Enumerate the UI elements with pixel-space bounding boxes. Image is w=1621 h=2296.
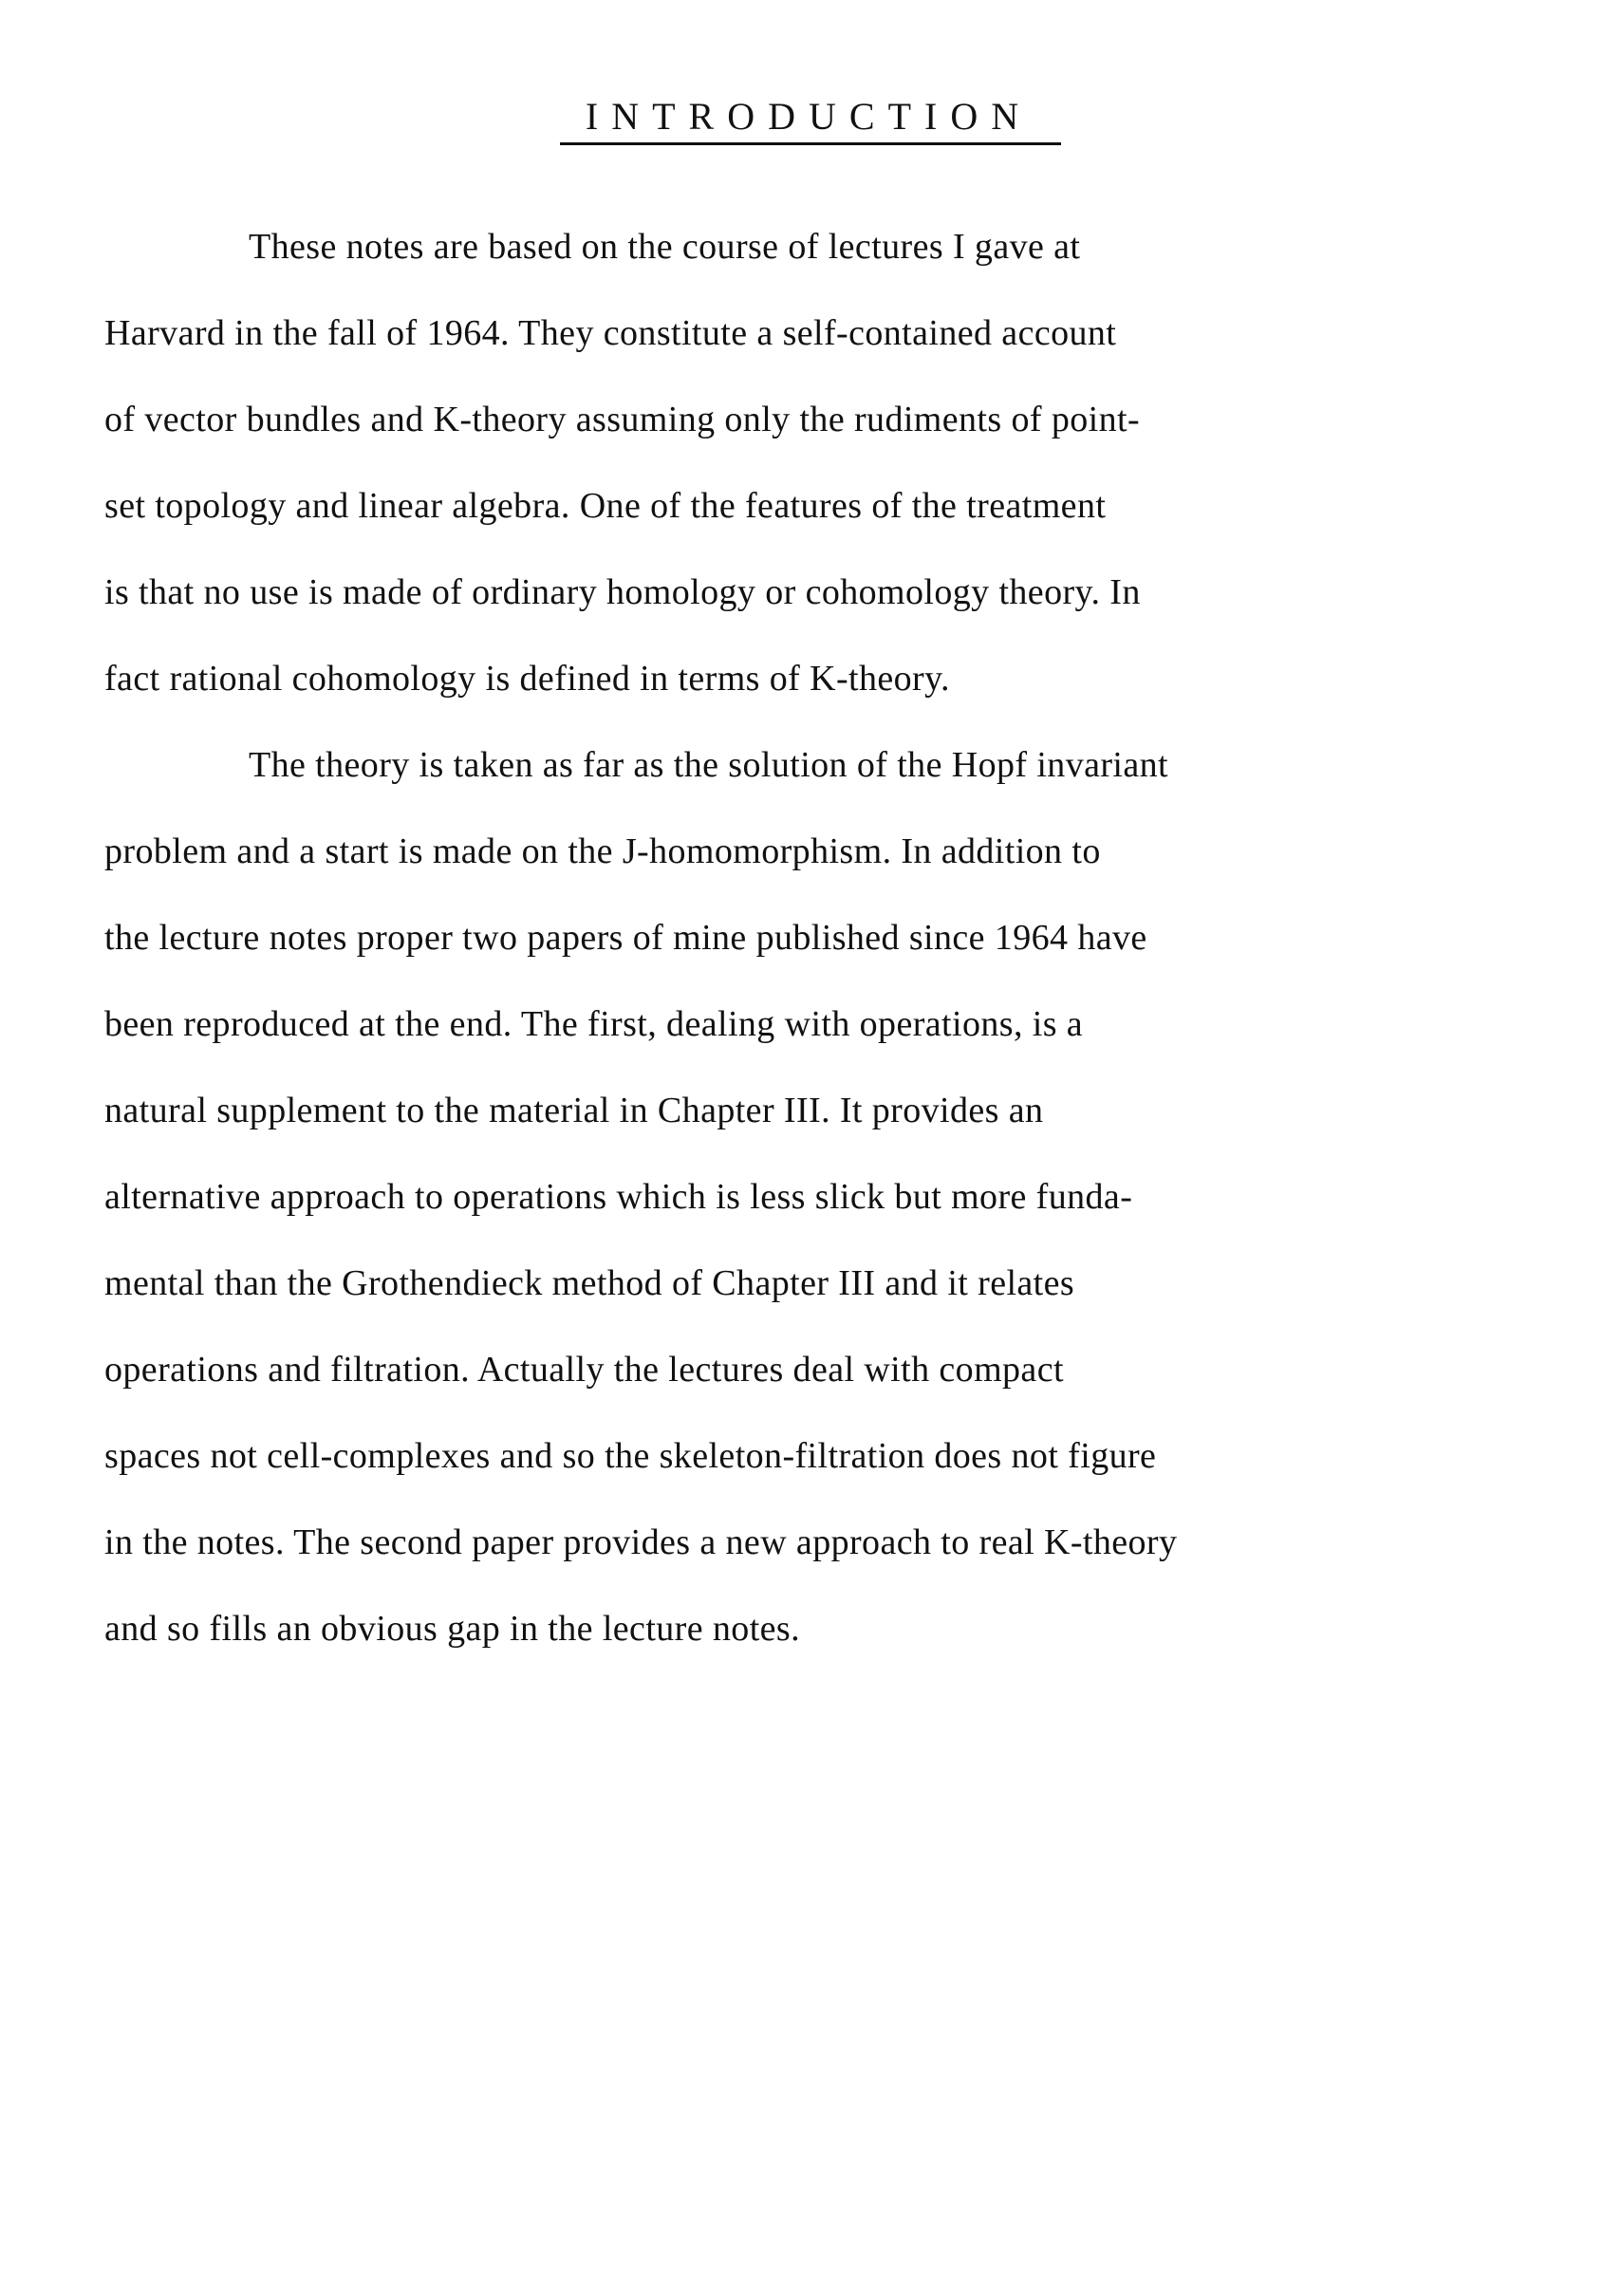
text-line: the lecture notes proper two papers of mine published since 1964 have bbox=[104, 918, 1147, 958]
text-line: The theory is taken as far as the solution of the Hopf invariant bbox=[249, 745, 1168, 785]
text-line: Harvard in the fall of 1964. They constitute a self-contained account bbox=[104, 313, 1117, 353]
text-line: These notes are based on the course of lectures I gave at bbox=[249, 227, 1081, 267]
text-line: fact rational cohomology is defined in terms of K-theory. bbox=[104, 659, 950, 699]
text-line: alternative approach to operations which is less slick but more funda- bbox=[104, 1177, 1133, 1217]
page-title: INTRODUCTION bbox=[585, 95, 1033, 138]
text-line: spaces not cell-complexes and so the skeleton-filtration does not figure bbox=[104, 1436, 1157, 1476]
text-line: mental than the Grothendieck method of Chapter III and it relates bbox=[104, 1263, 1075, 1303]
text-line: problem and a start is made on the J-homomorphism. In addition to bbox=[104, 831, 1101, 871]
title-underline bbox=[560, 142, 1061, 145]
text-line: of vector bundles and K-theory assuming only the rudiments of point- bbox=[104, 400, 1140, 439]
text-line: and so fills an obvious gap in the lecture notes. bbox=[104, 1609, 801, 1649]
text-line: in the notes. The second paper provides a new approach to real K-theory bbox=[104, 1522, 1178, 1562]
text-line: natural supplement to the material in Chapter III. It provides an bbox=[104, 1091, 1044, 1130]
text-line: set topology and linear algebra. One of the features of the treatment bbox=[104, 486, 1107, 526]
text-line: been reproduced at the end. The first, dealing with operations, is a bbox=[104, 1004, 1084, 1044]
text-line: is that no use is made of ordinary homology or cohomology theory. In bbox=[104, 572, 1141, 612]
text-line: operations and filtration. Actually the lectures deal with compact bbox=[104, 1350, 1064, 1390]
